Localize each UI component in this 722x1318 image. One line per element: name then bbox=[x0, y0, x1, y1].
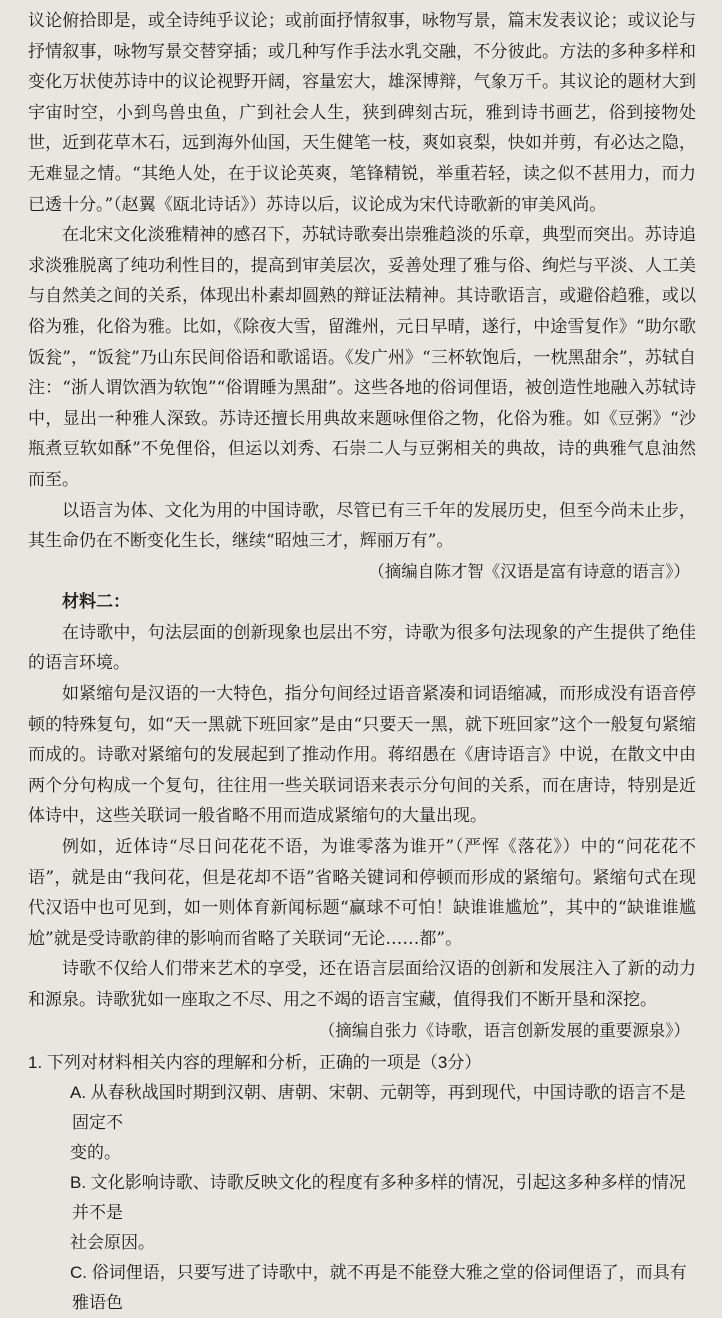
material-one bbox=[28, 6, 696, 587]
option-b-label: B. bbox=[70, 1173, 87, 1193]
material-two-heading: 材料二： bbox=[62, 592, 130, 613]
option-b-text: 文化影响诗歌、诗歌反映文化的程度有多种多样的情况，引起这多种多样的情况并不是 bbox=[72, 1173, 686, 1223]
option-c[interactable] bbox=[28, 1258, 696, 1318]
option-a[interactable] bbox=[28, 1078, 696, 1168]
material-two-paragraph-1: 在诗歌中，句法层面的创新现象也层出不穷，诗歌为很多句法现象的产生提供了绝佳的语言环境。 bbox=[28, 622, 696, 674]
option-c-text: 俗词俚语，只要写进了诗歌中，就不再是不能登大雅之堂的俗词俚语了，而具有雅语色 bbox=[72, 1263, 687, 1313]
material-one-paragraph-3: 以语言为体、文化为用的中国诗歌，尽管已有三千年的发展历史，但至今尚未止步，其生命仍在不断变化生长，继续“昭烛三才，辉丽万有”。 bbox=[28, 500, 696, 552]
material-one-paragraph-2: 在北宋文化淡雅精神的感召下，苏轼诗歌奏出崇雅趋淡的乐章，典型而突出。苏诗追求淡雅脱离了纯功利性目的，提高到审美层次，妥善处理了雅与俗、绚烂与平淡、人工美与自然美之间的关系，体现出朴素却圆熟的辩证法精神。其诗歌语言，或避俗趋雅，或以俗为雅，化俗为雅。比如，《除夜大雪，留潍州，元日早晴，遂行，中途雪复作》“助尔歌饭瓮”，“饭瓮”乃山东民间俗语和歌谣语。《发广州》“三杯软饱后，一枕黑甜余”，苏轼自注：“浙人谓饮酒为软饱”“俗谓睡为黑甜”。这些各地的俗词俚语，被创造性地融入苏轼诗中，显出一种雅人深致。苏诗还擅长用典故来题咏俚俗之物，化俗为雅。如《豆粥》“沙瓶煮豆软如酥”不免俚俗，但运以刘秀、石崇二人与豆粥相关的典故，诗的典雅气息油然而至。 bbox=[28, 225, 696, 490]
question-stem: 1. 下列对材料相关内容的理解和分析，正确的一项是（3分） bbox=[28, 1053, 482, 1073]
option-b[interactable] bbox=[28, 1168, 696, 1258]
option-c-label: C. bbox=[70, 1263, 87, 1283]
material-two-source: （摘编自张力《诗歌，语言创新发展的重要源泉》） bbox=[318, 1020, 690, 1040]
material-two-paragraph-3: 例如，近体诗“尽日问花花不语，为谁零落为谁开”（严恽《落花》）中的“问花花不语”，就是由“我问花，但是花却不语”省略关键词和停顿而形成的紧缩句。紧缩句式在现代汉语中也可见到，如一则体育新闻标题“赢球不可怕！缺谁谁尴尬”，其中的“缺谁谁尴尬”就是受诗歌韵律的影响而省略了关联词“无论……都”。 bbox=[28, 837, 696, 949]
option-a-label: A. bbox=[70, 1083, 87, 1103]
material-one-source: （摘编自陈才智《汉语是富有诗意的语言》） bbox=[368, 561, 690, 581]
material-one-paragraph-1: 议论俯拾即是，或全诗纯乎议论；或前面抒情叙事，咏物写景，篇末发表议论；或议论与抒情叙事，咏物写景交替穿插；或几种写作手法水乳交融，不分彼此。方法的多种多样和变化万状使苏诗中的议论视野开阔，容量宏大，雄深博辩，气象万千。其议论的题材大到宇宙时空，小到鸟兽虫鱼，广到社会人生，狭到碑刻古玩，雅到诗书画艺，俗到接物处世，近到花草木石，远到海外仙国，天生健笔一枝，爽如哀梨，快如并剪，有必达之隐，无难显之情。“其绝人处，在于议论英爽，笔锋精锐，举重若轻，读之似不甚用力，而力已透十分。”（赵翼《瓯北诗话》）苏诗以后，议论成为宋代诗歌新的审美风尚。 bbox=[28, 11, 696, 215]
material-two bbox=[28, 587, 696, 1046]
option-b-text-continued: 社会原因。 bbox=[70, 1233, 155, 1253]
option-a-text-continued: 变的。 bbox=[70, 1143, 121, 1163]
material-two-paragraph-2: 如紧缩句是汉语的一大特色，指分句间经过语音紧凑和词语缩减，而形成没有语音停顿的特殊复句，如“天一黑就下班回家”是由“只要天一黑，就下班回家”这个一般复句紧缩而成的。诗歌对紧缩句的发展起到了推动作用。蒋绍愚在《唐诗语言》中说，在散文中由两个分句构成一个复句，往往用一些关联词语来表示分句间的关系，而在唐诗，特别是近体诗中，这些关联词一般省略不用而造成紧缩句的大量出现。 bbox=[28, 684, 696, 827]
material-two-paragraph-4: 诗歌不仅给人们带来艺术的享受，还在语言层面给汉语的创新和发展注入了新的动力和源泉。诗歌犹如一座取之不尽、用之不竭的语言宝藏，值得我们不断开垦和深挖。 bbox=[28, 959, 696, 1010]
option-a-text: 从春秋战国时期到汉朝、唐朝、宋朝、元朝等，再到现代，中国诗歌的语言不是固定不 bbox=[72, 1083, 686, 1133]
question-1 bbox=[28, 1048, 696, 1318]
